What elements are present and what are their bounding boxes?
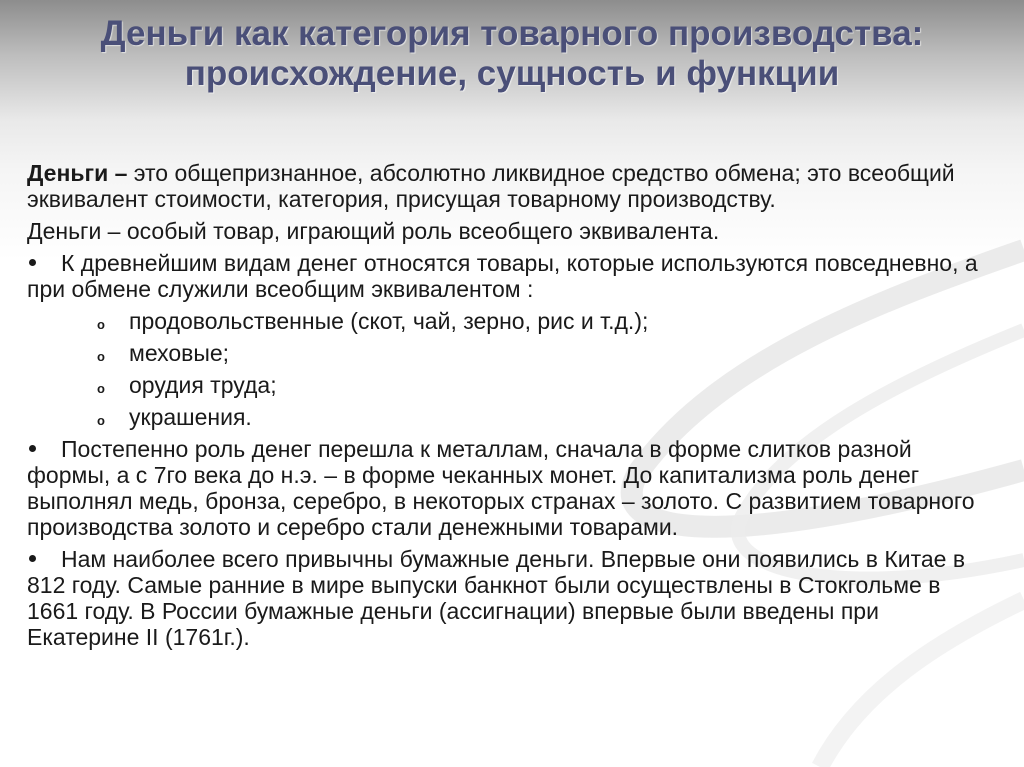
- circle-bullet-icon: o: [97, 317, 105, 332]
- bullet-item: [27, 250, 997, 302]
- definition-paragraph: [27, 160, 997, 212]
- slide-body: [27, 160, 997, 656]
- sub-list-item: [27, 404, 997, 430]
- bullet-item: [27, 436, 997, 540]
- sub-list-item: [27, 308, 997, 334]
- slide-title: Деньги как категория товарного производства: происхождение, сущность и функции: [100, 14, 924, 93]
- sub-list-item: [27, 340, 997, 366]
- definition-text: это общепризнанное, абсолютно ликвидное средство обмена; это всеобщий эквивалент стоимости, категория, присущая товарному производству.: [27, 160, 955, 212]
- circle-bullet-icon: o: [97, 349, 105, 364]
- special-goods-paragraph: Деньги – особый товар, играющий роль всеобщего эквивалента.: [27, 218, 720, 244]
- sub-item-text: меховые;: [129, 340, 230, 366]
- bullet-text: К древнейшим видам денег относятся товары, которые используются повседневно, а при обмене служили всеобщим эквивалентом :: [27, 250, 978, 302]
- bullet-dot-icon: [27, 436, 61, 462]
- circle-bullet-icon: o: [97, 381, 105, 396]
- definition-term: Деньги –: [27, 160, 128, 186]
- bullet-dot-icon: [27, 250, 61, 276]
- bullet-text: Постепенно роль денег перешла к металлам, сначала в форме слитков разной формы, а с 7го века до н.э. – в форме чеканных монет. До капитализма роль денег выполнял медь, бронза, серебро, в некоторых странах – золото. С развитием товарного производства золото и серебро стали денежными товарами.: [27, 436, 975, 540]
- bullet-text: Нам наиболее всего привычны бумажные деньги. Впервые они появились в Китае в 812 году. Самые ранние в мире выпуски банкнот были осуществлены в Стокгольме в 1661 году. В России бумажные деньги (ассигнации) впервые были введены при Екатерине II (1761г.).: [27, 546, 966, 650]
- bullet-item: [27, 546, 997, 650]
- bullet-dot-icon: [27, 546, 61, 572]
- sub-item-text: орудия труда;: [129, 372, 277, 398]
- sub-item-text: украшения.: [129, 404, 252, 430]
- circle-bullet-icon: o: [97, 413, 105, 428]
- sub-list-item: [27, 372, 997, 398]
- sub-item-text: продовольственные (скот, чай, зерно, рис и т.д.);: [129, 308, 649, 334]
